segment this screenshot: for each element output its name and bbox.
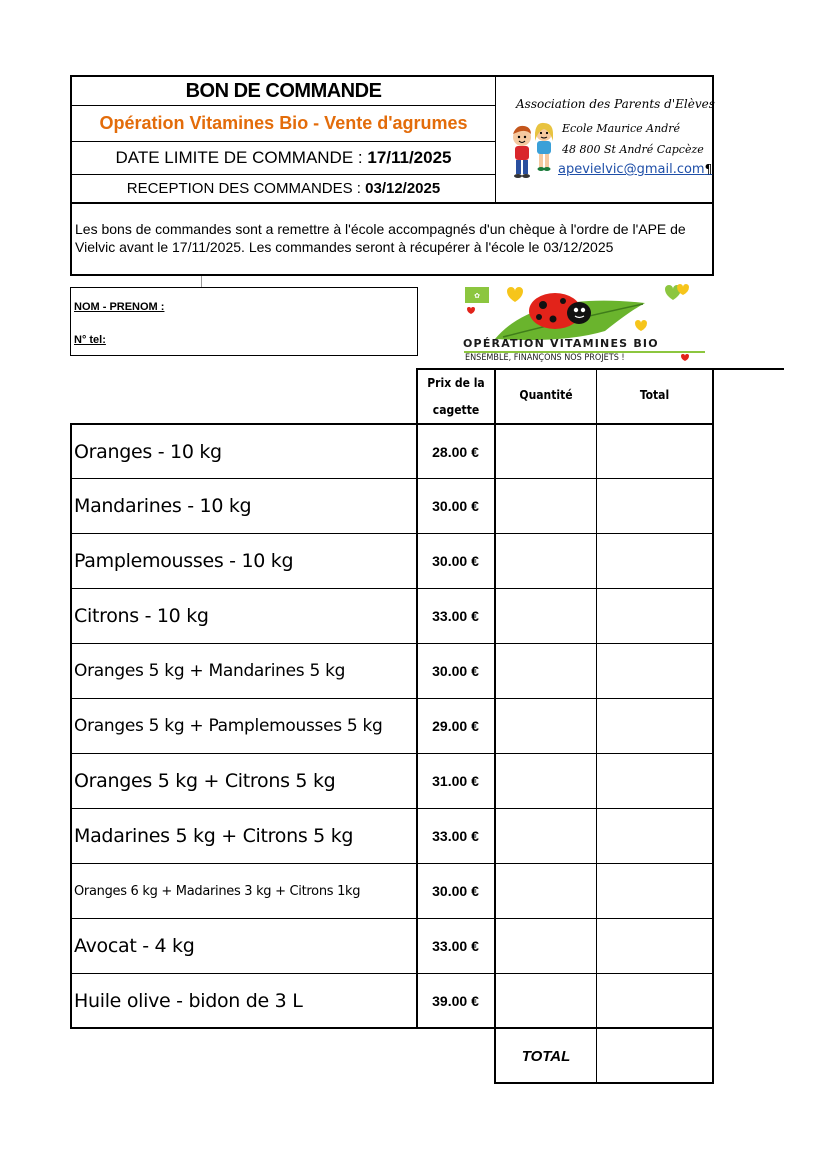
row-label: Oranges 5 kg + Pamplemousses 5 kg	[74, 716, 383, 736]
row-price: 31.00 €	[432, 773, 479, 789]
row-label: Oranges - 10 kg	[74, 440, 222, 463]
row-price: 29.00 €	[432, 718, 479, 734]
association-school: Ecole Maurice André	[562, 122, 681, 135]
row-label: Avocat - 4 kg	[74, 935, 195, 957]
price-header-line2: cagette	[432, 402, 480, 417]
order-reception	[72, 175, 495, 202]
row-price: 30.00 €	[432, 498, 479, 514]
row-label: Mandarines - 10 kg	[74, 495, 252, 517]
row-price: 30.00 €	[432, 883, 479, 899]
row-label: Citrons - 10 kg	[74, 605, 209, 627]
grand-total-label: TOTAL	[521, 1047, 571, 1065]
row-price: 33.00 €	[432, 608, 479, 624]
divider-tick	[201, 276, 202, 287]
name-label: NOM - PRENOM :	[74, 301, 165, 313]
association-address: 48 800 St André Capcèze	[562, 143, 704, 156]
order-table	[70, 368, 714, 1084]
row-price: 33.00 €	[432, 828, 479, 844]
row-label: Oranges 5 kg + Mandarines 5 kg	[74, 661, 346, 681]
association-block	[496, 77, 714, 202]
row-price: 30.00 €	[432, 663, 479, 679]
deadline-label: DATE LIMITE DE COMMANDE :	[115, 148, 363, 167]
row-price: 30.00 €	[432, 553, 479, 569]
reception-label: RECEPTION DES COMMANDES :	[126, 180, 361, 197]
reception-date: 03/12/2025	[365, 180, 441, 197]
association-email-link[interactable]	[558, 162, 712, 177]
logo-title: OPÉRATION VITAMINES BIO	[463, 337, 659, 350]
header-box	[70, 75, 714, 276]
price-header	[418, 370, 494, 423]
row-price: 39.00 €	[432, 992, 479, 1009]
row-label: Huile olive - bidon de 3 L	[74, 989, 303, 1012]
price-header-line1: Prix de la	[427, 375, 485, 390]
pilcrow-mark: ¶	[704, 162, 713, 176]
logo-tagline: ENSEMBLE, FINANÇONS NOS PROJETS !	[465, 353, 625, 363]
order-notice: Les bons de commandes sont a remettre à l'école accompagnés d'un chèque à l'ordre de l'APE de Vielvic avant le 17/11/2025. Les commandes seront à récupérer à l'école le 03/12/2025	[75, 221, 686, 255]
tel-label: N° tel:	[74, 334, 106, 346]
customer-info-box	[70, 287, 418, 356]
order-deadline	[72, 142, 495, 174]
row-label: Oranges 5 kg + Citrons 5 kg	[74, 770, 336, 792]
row-label: Oranges 6 kg + Madarines 3 kg + Citrons 1kg	[74, 883, 361, 899]
row-label: Madarines 5 kg + Citrons 5 kg	[74, 825, 354, 847]
row-price: 33.00 €	[432, 938, 479, 954]
children-illustration	[504, 117, 562, 183]
association-name: Association des Parents d'Elèves	[516, 97, 715, 111]
page-title: BON DE COMMANDE	[185, 79, 382, 102]
svg-text:✿: ✿	[474, 292, 480, 300]
row-label: Pamplemousses - 10 kg	[74, 550, 294, 572]
operation-vitamines-logo	[445, 281, 715, 366]
total-header: Total	[639, 388, 670, 402]
email-text[interactable]: apevielvic@gmail.com	[558, 162, 705, 177]
deadline-date: 17/11/2025	[367, 148, 452, 167]
row-price: 28.00 €	[432, 443, 479, 460]
quantity-header: Quantité	[519, 388, 573, 402]
operation-subtitle: Opération Vitamines Bio - Vente d'agrumes	[99, 113, 468, 133]
